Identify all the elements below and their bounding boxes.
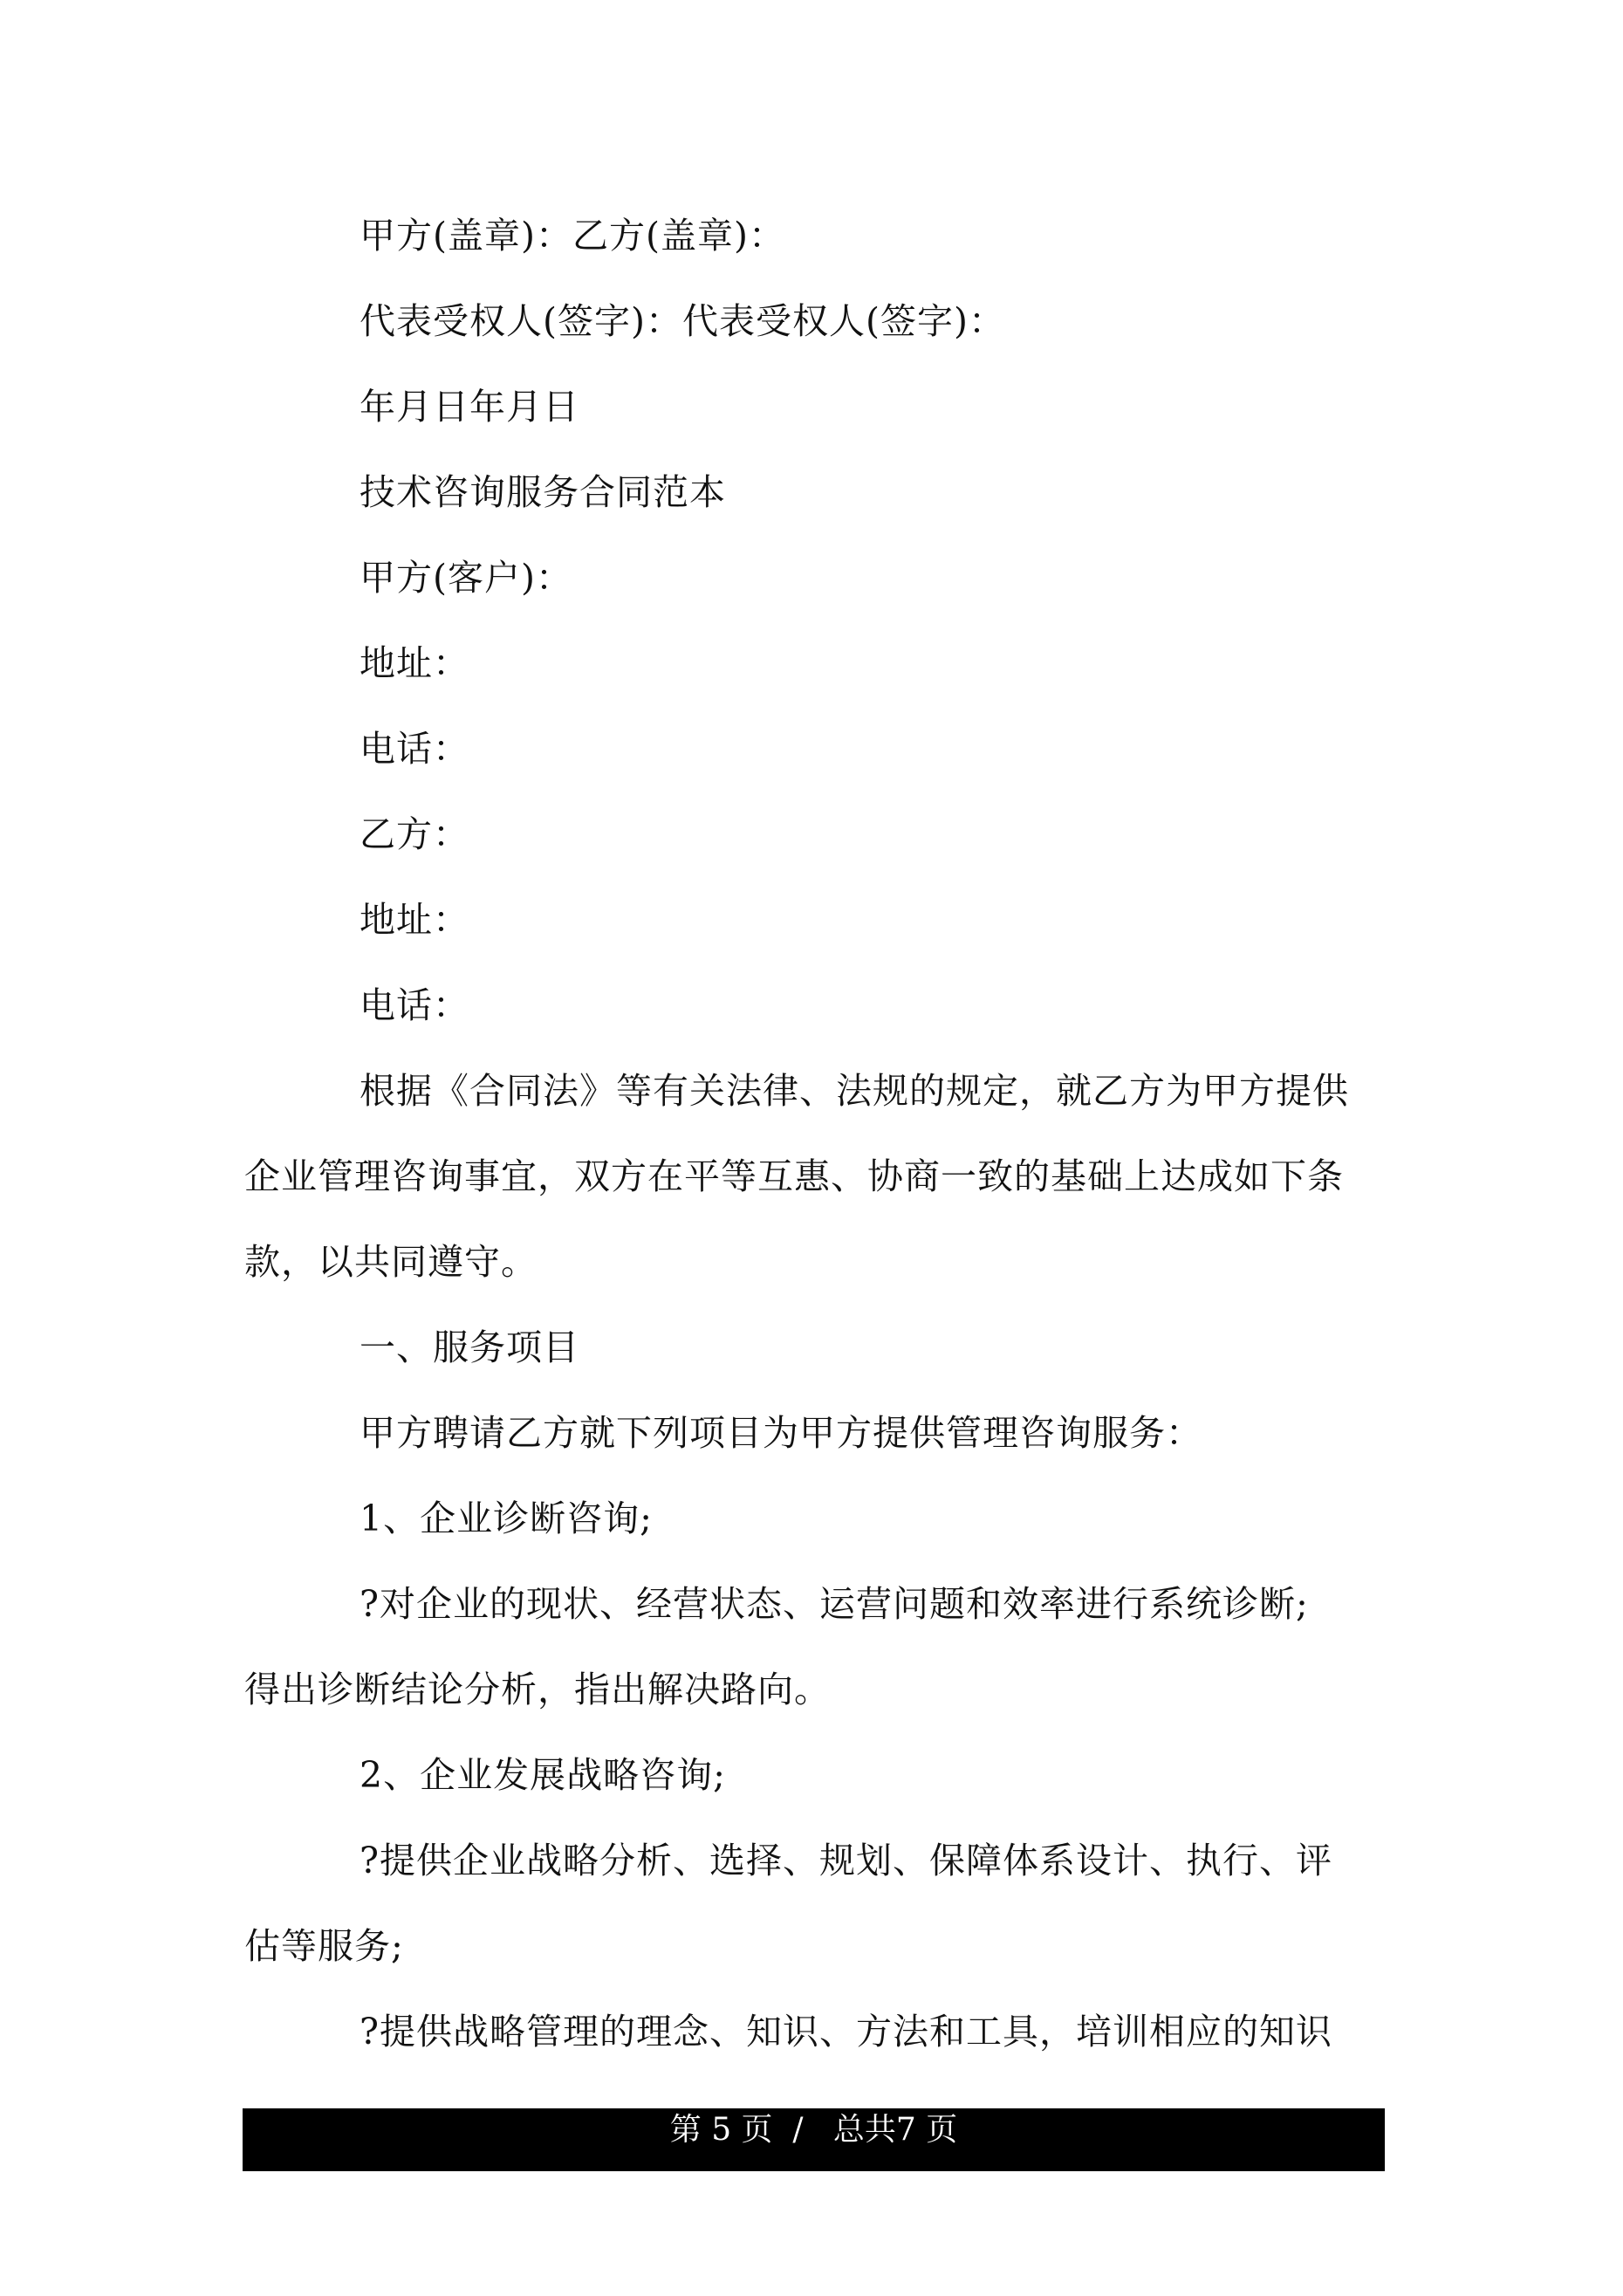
paragraph-line: 根据《合同法》等有关法律、法规的规定，就乙方为甲方提供 xyxy=(360,1070,1349,1112)
paragraph-line: 甲方聘请乙方就下列项目为甲方提供管理咨询服务： xyxy=(360,1412,1202,1454)
bullet-line: ?提供战略管理的理念、知识、方法和工具，培训相应的知识 xyxy=(360,2011,1332,2053)
signature-date-line: 年月日年月日 xyxy=(360,386,579,428)
list-item-heading: 2、企业发展战略咨询; xyxy=(360,1754,726,1796)
page-number-footer: 第 5 页 / 总共7 页 xyxy=(669,2112,958,2148)
signature-rep-line: 代表受权人(签字)：代表受权人(签字)： xyxy=(360,300,1005,342)
bullet-line: 得出诊断结论分析，指出解决路向。 xyxy=(244,1669,831,1710)
paragraph-line: 款，以共同遵守。 xyxy=(244,1241,538,1283)
party-a-label: 甲方(客户)： xyxy=(360,557,572,599)
party-a-address: 地址： xyxy=(360,642,469,684)
bullet-line: ?提供企业战略分析、选择、规划、保障体系设计、执行、评 xyxy=(360,1840,1332,1881)
paragraph-line: 企业管理咨询事宜，双方在平等互惠、协商一致的基础上达成如下条 xyxy=(244,1155,1344,1197)
party-b-address: 地址： xyxy=(360,899,469,941)
bullet-line: ?对企业的现状、经营状态、运营问题和效率进行系统诊断; xyxy=(360,1583,1309,1625)
section-heading: 一、服务项目 xyxy=(360,1326,579,1368)
party-b-label: 乙方： xyxy=(360,813,469,855)
list-item-heading: 1、企业诊断咨询; xyxy=(360,1498,653,1539)
signature-seal-line: 甲方(盖章)：乙方(盖章)： xyxy=(360,215,785,257)
bullet-line: 估等服务; xyxy=(244,1925,404,1967)
party-b-phone: 电话： xyxy=(360,984,469,1026)
page-footer-bar xyxy=(243,2108,1385,2171)
document-title: 技术咨询服务合同范本 xyxy=(360,471,726,513)
party-a-phone: 电话： xyxy=(360,728,469,770)
